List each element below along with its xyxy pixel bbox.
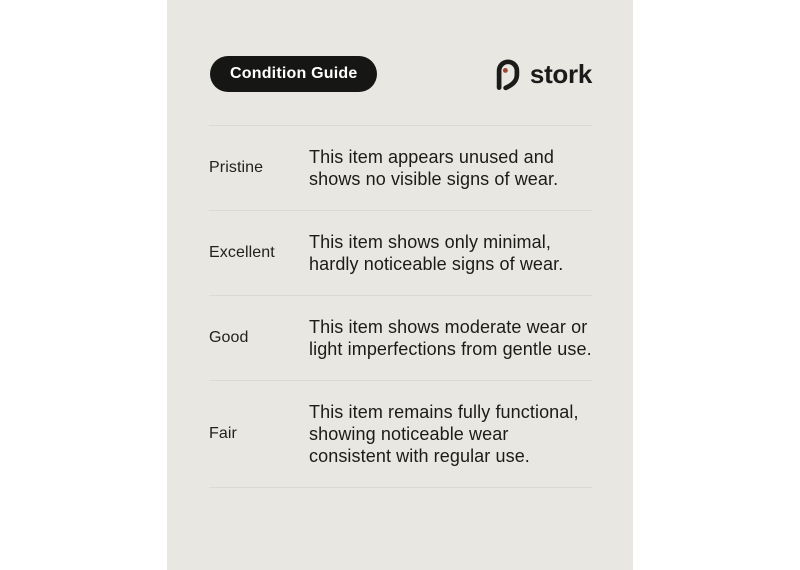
card-header: [167, 0, 633, 92]
condition-label: Good: [209, 329, 249, 346]
condition-description: This item shows moderate wear or light imperfections from gentle use.: [309, 317, 592, 359]
brand-logo: [493, 57, 592, 91]
table-row-good: [209, 295, 592, 380]
condition-guide-badge[interactable]: Condition Guide: [210, 56, 377, 92]
condition-guide-card: [167, 0, 633, 570]
condition-label: Fair: [209, 425, 237, 442]
table-row-fair: [209, 380, 592, 488]
condition-label: Pristine: [209, 159, 264, 176]
table-row-pristine: [209, 125, 592, 210]
condition-table: [209, 125, 592, 488]
brand-wordmark: stork: [529, 59, 592, 89]
condition-description: This item appears unused and shows no visible signs of wear.: [309, 147, 559, 189]
condition-description: This item shows only minimal, hardly noticeable signs of wear.: [309, 232, 564, 274]
condition-description: This item remains fully functional, showing noticeable wear consistent with regular use.: [309, 402, 579, 466]
condition-label: Excellent: [209, 244, 275, 261]
stork-pin-icon: [493, 57, 523, 91]
table-row-excellent: [209, 210, 592, 295]
